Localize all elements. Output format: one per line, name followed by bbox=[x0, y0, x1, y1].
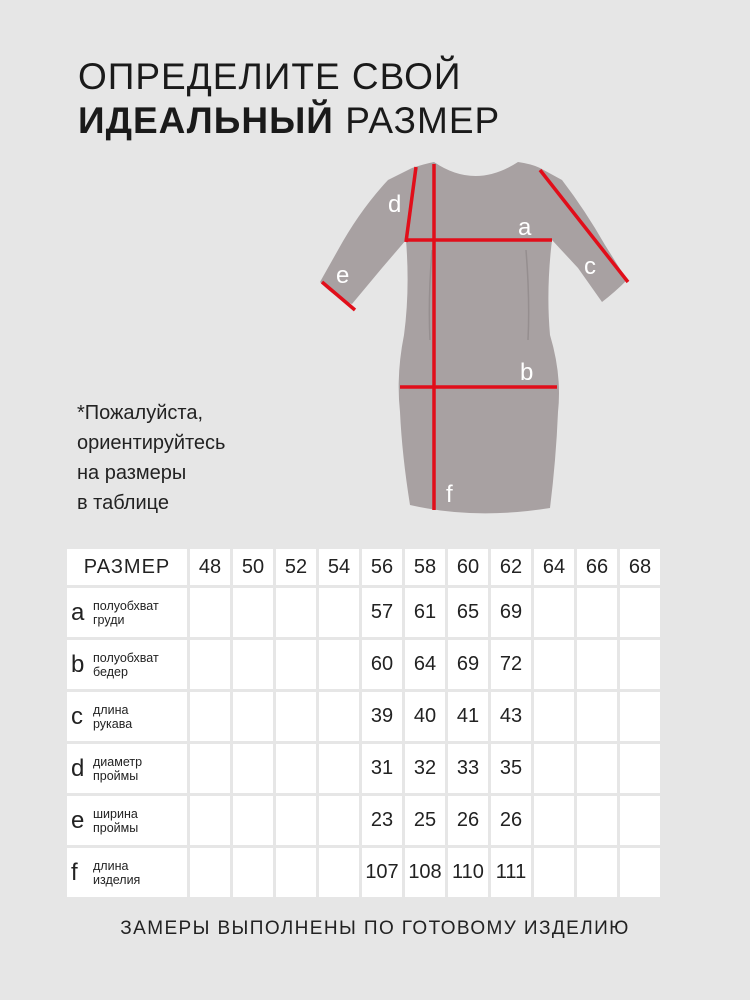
value-cell bbox=[577, 692, 617, 741]
size-header-cell: 66 bbox=[577, 549, 617, 585]
value-cell bbox=[276, 588, 316, 637]
param-cell bbox=[67, 692, 187, 741]
param-label-line-2: проймы bbox=[93, 768, 139, 783]
value-cell bbox=[577, 640, 617, 689]
value-cell: 69 bbox=[491, 588, 531, 637]
value-cell bbox=[620, 744, 660, 793]
table-row bbox=[67, 588, 660, 637]
value-cell bbox=[620, 796, 660, 845]
note-line-1: *Пожалуйста, bbox=[77, 402, 204, 424]
value-cell bbox=[620, 848, 660, 897]
value-cell: 23 bbox=[362, 796, 402, 845]
dress-body bbox=[399, 162, 559, 513]
measure-label-d: d bbox=[388, 191, 402, 218]
value-cell bbox=[534, 692, 574, 741]
value-cell bbox=[276, 640, 316, 689]
value-cell: 108 bbox=[405, 848, 445, 897]
value-cell: 32 bbox=[405, 744, 445, 793]
page-title bbox=[78, 55, 500, 143]
dress-left-sleeve bbox=[320, 168, 412, 304]
table-row bbox=[67, 640, 660, 689]
value-cell bbox=[233, 744, 273, 793]
size-header-cell: 52 bbox=[276, 549, 316, 585]
note-line-4: в таблице bbox=[77, 492, 169, 514]
value-cell bbox=[233, 588, 273, 637]
value-cell: 26 bbox=[448, 796, 488, 845]
value-cell: 41 bbox=[448, 692, 488, 741]
param-letter: c bbox=[71, 702, 83, 730]
param-label bbox=[93, 807, 138, 835]
param-label-line-1: длина bbox=[93, 702, 129, 717]
size-header-cell: 68 bbox=[620, 549, 660, 585]
value-cell: 107 bbox=[362, 848, 402, 897]
value-cell bbox=[534, 848, 574, 897]
value-cell bbox=[577, 796, 617, 845]
param-letter: a bbox=[71, 598, 85, 626]
param-label-line-1: диаметр bbox=[93, 754, 143, 769]
param-cell bbox=[67, 588, 187, 637]
param-label bbox=[93, 755, 142, 783]
param-label bbox=[93, 703, 132, 731]
param-label-line-1: ширина bbox=[93, 806, 138, 821]
param-label-line-2: рукава bbox=[93, 716, 133, 731]
size-header-cell: 50 bbox=[233, 549, 273, 585]
value-cell bbox=[233, 692, 273, 741]
value-cell bbox=[319, 848, 359, 897]
value-cell bbox=[190, 744, 230, 793]
param-label bbox=[93, 599, 159, 627]
value-cell bbox=[577, 848, 617, 897]
param-label-line-1: полуобхват bbox=[93, 650, 159, 665]
param-cell bbox=[67, 744, 187, 793]
table-row bbox=[67, 692, 660, 741]
value-cell bbox=[620, 640, 660, 689]
value-cell: 69 bbox=[448, 640, 488, 689]
value-cell: 64 bbox=[405, 640, 445, 689]
value-cell bbox=[276, 796, 316, 845]
size-header-cell: 48 bbox=[190, 549, 230, 585]
param-label-line-2: груди bbox=[93, 612, 125, 627]
value-cell: 33 bbox=[448, 744, 488, 793]
value-cell bbox=[319, 588, 359, 637]
param-label-line-2: проймы bbox=[93, 820, 139, 835]
note-line-2: ориентируйтесь bbox=[77, 432, 226, 454]
value-cell: 25 bbox=[405, 796, 445, 845]
param-label-line-1: длина bbox=[93, 858, 129, 873]
measure-label-a: a bbox=[518, 214, 532, 241]
value-cell bbox=[620, 692, 660, 741]
value-cell bbox=[534, 640, 574, 689]
value-cell bbox=[276, 744, 316, 793]
title-line-2 bbox=[78, 99, 500, 143]
value-cell bbox=[190, 640, 230, 689]
title-bold-word: ИДЕАЛЬНЫЙ bbox=[78, 100, 334, 141]
param-cell bbox=[67, 848, 187, 897]
size-chart-table bbox=[64, 546, 663, 900]
param-cell bbox=[67, 796, 187, 845]
size-note bbox=[77, 398, 337, 518]
param-letter: e bbox=[71, 806, 85, 834]
value-cell bbox=[534, 744, 574, 793]
value-cell bbox=[319, 744, 359, 793]
size-header-cell: 60 bbox=[448, 549, 488, 585]
value-cell bbox=[534, 796, 574, 845]
value-cell: 39 bbox=[362, 692, 402, 741]
measure-label-e: e bbox=[336, 262, 350, 289]
table-row bbox=[67, 796, 660, 845]
size-header-cell: 62 bbox=[491, 549, 531, 585]
value-cell bbox=[319, 796, 359, 845]
value-cell: 65 bbox=[448, 588, 488, 637]
param-label-line-2: изделия bbox=[93, 872, 141, 887]
footer-note: ЗАМЕРЫ ВЫПОЛНЕНЫ ПО ГОТОВОМУ ИЗДЕЛИЮ bbox=[120, 918, 630, 939]
value-cell bbox=[276, 848, 316, 897]
value-cell bbox=[534, 588, 574, 637]
measure-label-b: b bbox=[520, 359, 534, 386]
title-rest-word: РАЗМЕР bbox=[345, 100, 501, 141]
value-cell bbox=[276, 692, 316, 741]
title-line-1: ОПРЕДЕЛИТЕ СВОЙ bbox=[78, 56, 462, 97]
value-cell: 72 bbox=[491, 640, 531, 689]
value-cell bbox=[577, 588, 617, 637]
table-row bbox=[67, 744, 660, 793]
value-cell bbox=[233, 796, 273, 845]
value-cell bbox=[190, 692, 230, 741]
value-cell: 60 bbox=[362, 640, 402, 689]
param-label bbox=[93, 859, 140, 887]
value-cell: 35 bbox=[491, 744, 531, 793]
value-cell bbox=[319, 692, 359, 741]
value-cell bbox=[190, 848, 230, 897]
value-cell bbox=[233, 848, 273, 897]
param-label-line-1: полуобхват bbox=[93, 598, 159, 613]
size-header-cell: 58 bbox=[405, 549, 445, 585]
value-cell bbox=[319, 640, 359, 689]
value-cell bbox=[190, 796, 230, 845]
value-cell: 40 bbox=[405, 692, 445, 741]
value-cell bbox=[577, 744, 617, 793]
size-header-cell: 54 bbox=[319, 549, 359, 585]
value-cell bbox=[190, 588, 230, 637]
value-cell: 31 bbox=[362, 744, 402, 793]
value-cell: 26 bbox=[491, 796, 531, 845]
size-header-cell: 64 bbox=[534, 549, 574, 585]
table-header-row bbox=[67, 549, 660, 585]
value-cell: 111 bbox=[491, 848, 531, 897]
value-cell: 61 bbox=[405, 588, 445, 637]
size-header-label: РАЗМЕР bbox=[67, 549, 187, 585]
param-label bbox=[93, 651, 159, 679]
param-label-line-2: бедер bbox=[93, 664, 128, 679]
measure-label-f: f bbox=[446, 481, 453, 508]
dress-measurement-diagram bbox=[300, 150, 650, 520]
value-cell: 57 bbox=[362, 588, 402, 637]
measure-label-c: c bbox=[584, 253, 596, 280]
note-line-3: на размеры bbox=[77, 462, 187, 484]
param-letter: b bbox=[71, 650, 85, 678]
value-cell bbox=[233, 640, 273, 689]
value-cell bbox=[620, 588, 660, 637]
size-header-cell: 56 bbox=[362, 549, 402, 585]
param-letter: f bbox=[71, 858, 78, 886]
table-row bbox=[67, 848, 660, 897]
param-cell bbox=[67, 640, 187, 689]
param-letter: d bbox=[71, 754, 85, 782]
value-cell: 110 bbox=[448, 848, 488, 897]
value-cell: 43 bbox=[491, 692, 531, 741]
